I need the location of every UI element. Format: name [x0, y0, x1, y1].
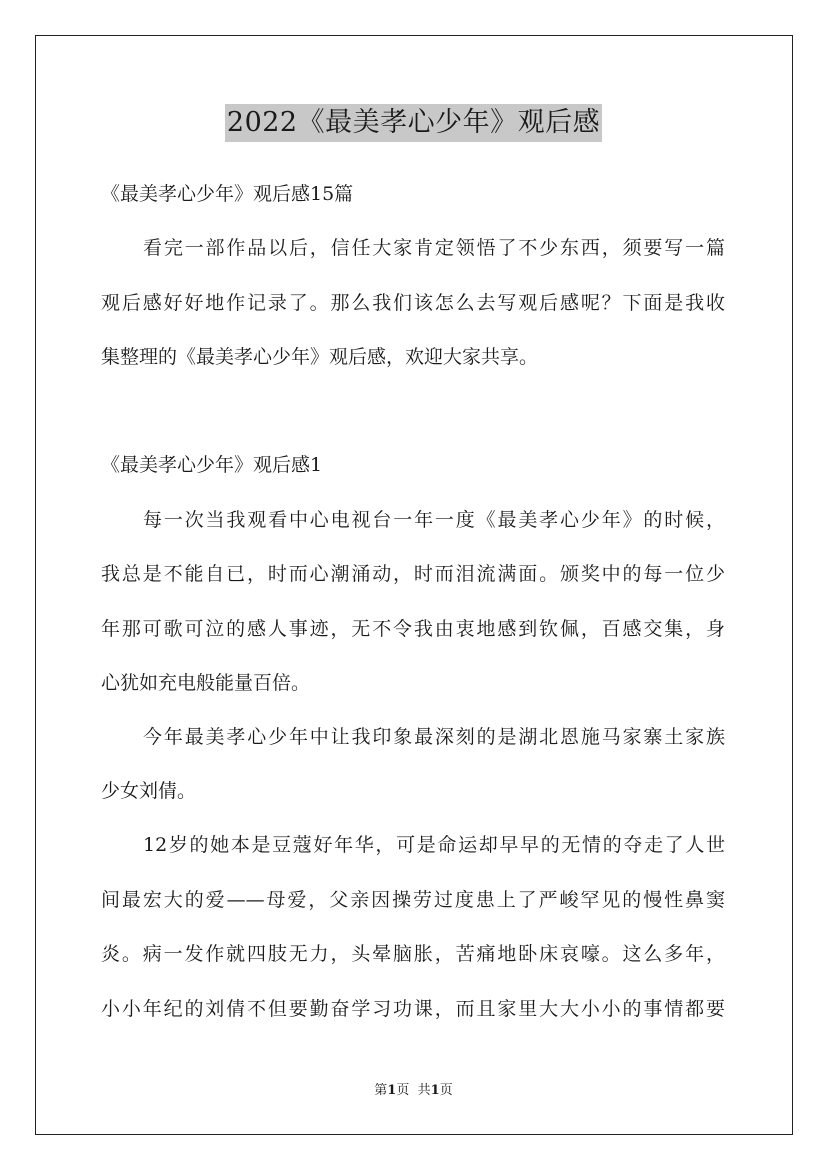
footer-total-suffix: 页	[439, 1083, 453, 1098]
intro-line: 看完一部作品以后，信任大家肯定领悟了不少东西，须要写一篇	[143, 237, 725, 259]
intro-line: 集整理的《最美孝心少年》观后感，欢迎大家共享。	[101, 346, 539, 368]
footer-total-prefix: 共	[417, 1083, 431, 1098]
footer-page-number: 1	[387, 1083, 397, 1098]
paragraph-line: 今年最美孝心少年中让我印象最深刻的是湖北恩施马家寨土家族	[143, 726, 725, 748]
paragraph-line: 炎。病一发作就四肢无力，头晕脑胀，苦痛地卧床哀嚎。这么多年，	[101, 943, 725, 965]
document-subtitle: 《最美孝心少年》观后感15篇	[101, 183, 354, 205]
footer-total-pages: 1	[430, 1083, 440, 1098]
footer-page-suffix: 页	[396, 1083, 410, 1098]
title-container	[0, 104, 827, 142]
document-title: 2022《最美孝心少年》观后感	[225, 104, 602, 142]
paragraph-line: 间最宏大的爱——母爱，父亲因操劳过度患上了严峻罕见的慢性鼻窦	[101, 889, 725, 911]
footer-prefix: 第	[374, 1083, 388, 1098]
page-footer	[0, 1082, 827, 1100]
paragraph-line: 每一次当我观看中心电视台一年一度《最美孝心少年》的时候，	[143, 509, 725, 531]
paragraph-line: 少女刘倩。	[101, 780, 197, 802]
intro-line: 观后感好好地作记录了。那么我们该怎么去写观后感呢？下面是我收	[101, 292, 725, 314]
paragraph-line: 12岁的她本是豆蔻好年华，可是命运却早早的无情的夺走了人世	[143, 834, 725, 856]
section-heading: 《最美孝心少年》观后感1	[101, 454, 323, 476]
paragraph-line: 心犹如充电般能量百倍。	[101, 672, 311, 694]
paragraph-line: 我总是不能自已，时而心潮涌动，时而泪流满面。颁奖中的每一位少	[101, 563, 725, 585]
paragraph-line: 年那可歌可泣的感人事迹，无不令我由衷地感到钦佩，百感交集，身	[101, 618, 725, 640]
paragraph-line: 小小年纪的刘倩不但要勤奋学习功课，而且家里大大小小的事情都要	[101, 998, 725, 1020]
